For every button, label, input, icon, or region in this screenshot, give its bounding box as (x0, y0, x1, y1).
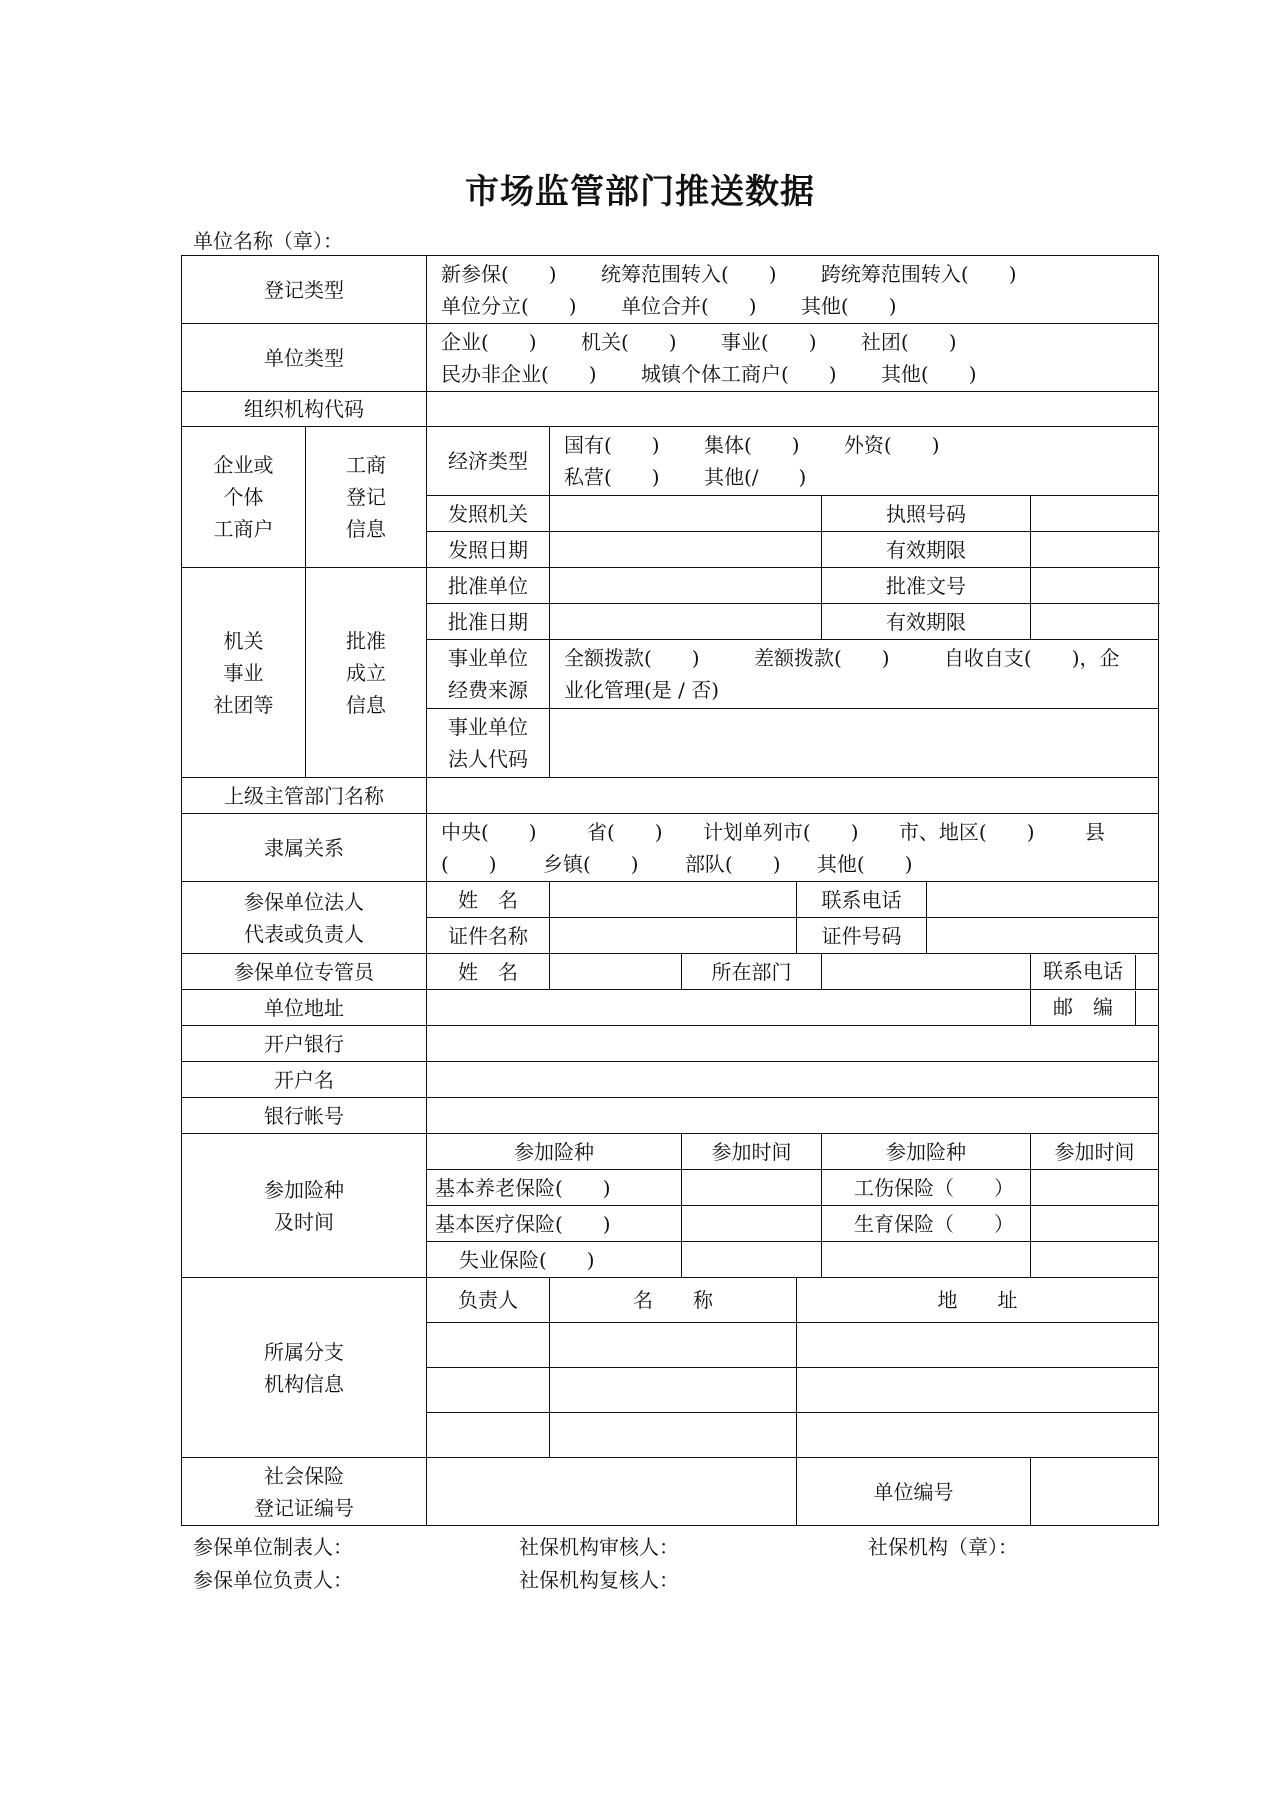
row-reg-type (182, 256, 1159, 324)
row-org-code (182, 392, 1159, 427)
org-code-field[interactable] (427, 392, 1159, 427)
bank-label: 开户银行 (182, 1026, 427, 1062)
manager-dept-field[interactable] (822, 954, 1031, 990)
superior-label: 上级主管部门名称 (182, 778, 427, 814)
reg-type-options (427, 256, 1159, 324)
approve-doc-label: 批准文号 (822, 568, 1031, 604)
branch-label: 所属分支 机构信息 (182, 1278, 427, 1458)
option-econ-other[interactable]: 其他(/ ) (703, 465, 807, 489)
branch-name-field[interactable] (550, 1323, 797, 1368)
econ-type-options (550, 427, 1159, 496)
option-foreign[interactable]: 外资( ) (843, 433, 940, 457)
branch-name-field[interactable] (550, 1368, 797, 1413)
social-reg-label: 社会保险 登记证编号 (182, 1458, 427, 1526)
cert-name-label: 证件名称 (427, 918, 550, 954)
enterprise-sub-label: 工商 登记 信息 (306, 427, 427, 568)
row-insurance-header (182, 1134, 1159, 1170)
enterprise-group-label: 企业或 个体 工商户 (182, 427, 306, 568)
branch-name-field[interactable] (550, 1413, 797, 1458)
unit-type-options (427, 324, 1159, 392)
option-corporate-management[interactable]: 业化管理(是 / 否) (564, 678, 720, 702)
approve-valid-field[interactable] (1031, 604, 1159, 640)
option-differential-funding[interactable]: 差额拨款( ) (753, 646, 890, 670)
footer-maker: 参保单位制表人： (193, 1535, 353, 1559)
address-label: 单位地址 (182, 990, 427, 1026)
legal-rep-phone-field[interactable] (927, 882, 1159, 918)
footer-rechecker: 社保机构复核人： (519, 1568, 679, 1592)
cert-name-field[interactable] (550, 918, 797, 954)
insurance-medical-time[interactable] (682, 1206, 822, 1242)
option-enterprise[interactable]: 企业( ) (441, 329, 537, 354)
manager-phone-label: 联系电话 (1031, 955, 1136, 989)
license-valid-label: 有效期限 (822, 532, 1031, 568)
branch-head-field[interactable] (427, 1413, 550, 1458)
option-institution[interactable]: 事业( ) (720, 329, 817, 354)
legal-code-field[interactable] (550, 709, 1159, 778)
fund-source-options (550, 640, 1159, 709)
option-state-owned[interactable]: 国有( ) (564, 433, 660, 457)
option-unit-merge[interactable]: 单位合并( ) (620, 293, 757, 318)
option-unit-type-other[interactable]: 其他( ) (880, 361, 977, 386)
option-affiliation-other[interactable]: 其他( ) (816, 851, 913, 876)
unit-type-label: 单位类型 (182, 324, 427, 392)
institution-group-label: 机关 事业 社团等 (182, 568, 306, 778)
row-account-no (182, 1098, 1159, 1134)
insurance-col-type-2: 参加险种 (822, 1134, 1031, 1170)
postcode-label: 邮 编 (1031, 991, 1136, 1025)
manager-phone-field[interactable] (1136, 955, 1158, 989)
row-manager (182, 954, 1159, 990)
insurance-col-time-1: 参加时间 (682, 1134, 822, 1170)
manager-name-label: 姓 名 (427, 954, 550, 990)
manager-phone-cell (1031, 954, 1159, 990)
manager-name-field[interactable] (550, 954, 682, 990)
unit-no-label: 单位编号 (797, 1458, 1031, 1526)
insurance-maternity-time[interactable] (1031, 1206, 1159, 1242)
option-county-bracket[interactable]: ( ) (441, 851, 497, 876)
insurance-pension-time[interactable] (682, 1170, 822, 1206)
row-affiliation (182, 814, 1159, 882)
approve-doc-field[interactable] (1031, 568, 1159, 604)
option-cross-transfer-in[interactable]: 跨统筹范围转入( ) (820, 261, 1017, 286)
legal-code-label: 事业单位 法人代码 (427, 709, 550, 778)
row-legal-rep-name (182, 882, 1159, 918)
legal-rep-phone-label: 联系电话 (797, 882, 927, 918)
approve-valid-label: 有效期限 (822, 604, 1031, 640)
approve-date-label: 批准日期 (427, 604, 550, 640)
option-full-funding[interactable]: 全额拨款( ) (564, 646, 700, 670)
option-reg-other[interactable]: 其他( ) (800, 293, 897, 318)
insurance-medical[interactable]: 基本医疗保险( ) (427, 1206, 682, 1242)
row-social-reg (182, 1458, 1159, 1526)
row-branch-header (182, 1278, 1159, 1323)
option-new-enroll[interactable]: 新参保( ) (441, 261, 557, 286)
branch-col-name: 名 称 (550, 1278, 797, 1323)
issue-date-field[interactable] (550, 532, 822, 568)
license-no-label: 执照号码 (822, 496, 1031, 532)
fund-source-label: 事业单位 经费来源 (427, 640, 550, 709)
account-name-label: 开户名 (182, 1062, 427, 1098)
approve-unit-field[interactable] (550, 568, 822, 604)
option-government[interactable]: 机关( ) (580, 329, 677, 354)
issue-date-label: 发照日期 (427, 532, 550, 568)
row-unit-type (182, 324, 1159, 392)
unit-no-field[interactable] (1031, 1458, 1159, 1526)
econ-type-label: 经济类型 (427, 427, 550, 496)
option-association[interactable]: 社团( ) (860, 329, 957, 354)
social-reg-field[interactable] (427, 1458, 797, 1526)
account-no-field[interactable] (427, 1098, 1159, 1134)
footer-org-seal: 社保机构（章）： (868, 1535, 1018, 1559)
address-field[interactable] (427, 990, 1031, 1026)
license-no-field[interactable] (1031, 496, 1159, 532)
branch-addr-field[interactable] (797, 1368, 1159, 1413)
cert-no-label: 证件号码 (797, 918, 927, 954)
org-code-label: 组织机构代码 (182, 392, 427, 427)
option-central[interactable]: 中央( ) (441, 819, 537, 844)
row-bank (182, 1026, 1159, 1062)
option-private[interactable]: 私营( ) (564, 465, 660, 489)
option-province[interactable]: 省( ) (586, 819, 663, 844)
account-name-field[interactable] (427, 1062, 1159, 1098)
insurance-col-type-1: 参加险种 (427, 1134, 682, 1170)
cert-no-field[interactable] (927, 918, 1159, 954)
option-self-funded[interactable]: 自收自支( )，企 (943, 646, 1120, 670)
superior-field[interactable] (427, 778, 1159, 814)
insurance-injury[interactable]: 工伤保险（ ） (822, 1170, 1031, 1206)
option-military[interactable]: 部队( ) (684, 851, 781, 876)
row-econ-type (182, 427, 1159, 496)
reg-type-label: 登记类型 (182, 256, 427, 324)
footer-reviewer: 社保机构审核人： (519, 1535, 679, 1559)
option-city-region[interactable]: 市、地区( ) (898, 819, 1035, 844)
legal-rep-name-label: 姓 名 (427, 882, 550, 918)
option-individual-business[interactable]: 城镇个体工商户( ) (640, 361, 837, 386)
branch-addr-field[interactable] (797, 1323, 1159, 1368)
institution-sub-label: 批准 成立 信息 (306, 568, 427, 778)
issuer-field[interactable] (550, 496, 822, 532)
affiliation-label: 隶属关系 (182, 814, 427, 882)
insurance-maternity[interactable]: 生育保险（ ） (822, 1206, 1031, 1242)
row-account-name (182, 1062, 1159, 1098)
license-valid-field[interactable] (1031, 532, 1159, 568)
insurance-pension[interactable]: 基本养老保险( ) (427, 1170, 682, 1206)
option-planned-city[interactable]: 计划单列市( ) (702, 819, 859, 844)
affiliation-options (427, 814, 1159, 882)
insurance-col-time-2: 参加时间 (1031, 1134, 1159, 1170)
registration-form (181, 255, 1159, 1526)
option-collective[interactable]: 集体( ) (703, 433, 800, 457)
option-unit-split[interactable]: 单位分立( ) (441, 293, 577, 318)
option-private-nonprofit[interactable]: 民办非企业( ) (441, 361, 597, 386)
page-title: 市场监管部门推送数据 (465, 172, 815, 212)
option-town[interactable]: 乡镇( ) (542, 851, 639, 876)
row-approve-unit (182, 568, 1159, 604)
manager-dept-label: 所在部门 (682, 954, 822, 990)
branch-head-field[interactable] (427, 1368, 550, 1413)
legal-rep-label: 参保单位法人 代表或负责人 (182, 882, 427, 954)
branch-col-addr: 地 址 (797, 1278, 1159, 1323)
account-no-label: 银行帐号 (182, 1098, 427, 1134)
approve-unit-label: 批准单位 (427, 568, 550, 604)
branch-addr-field[interactable] (797, 1413, 1159, 1458)
approve-date-field[interactable] (550, 604, 822, 640)
insurance-unemployment[interactable]: 失业保险( ) (427, 1242, 682, 1278)
unit-name-label: 单位名称（章）： (193, 229, 343, 253)
insurance-label: 参加险种 及时间 (182, 1134, 427, 1278)
option-county[interactable]: 县 (1084, 819, 1105, 844)
row-superior (182, 778, 1159, 814)
insurance-empty-type (822, 1242, 1031, 1278)
insurance-empty-time (1031, 1242, 1159, 1278)
insurance-unemployment-time[interactable] (682, 1242, 822, 1278)
legal-rep-name-field[interactable] (550, 882, 797, 918)
branch-col-head: 负责人 (427, 1278, 550, 1323)
postcode-cell (1031, 990, 1159, 1026)
issuer-label: 发照机关 (427, 496, 550, 532)
option-transfer-in[interactable]: 统筹范围转入( ) (600, 261, 777, 286)
bank-field[interactable] (427, 1026, 1159, 1062)
insurance-injury-time[interactable] (1031, 1170, 1159, 1206)
branch-head-field[interactable] (427, 1323, 550, 1368)
footer-unit-head: 参保单位负责人： (193, 1568, 353, 1592)
postcode-field[interactable] (1136, 991, 1158, 1025)
manager-label: 参保单位专管员 (182, 954, 427, 990)
row-address (182, 990, 1159, 1026)
